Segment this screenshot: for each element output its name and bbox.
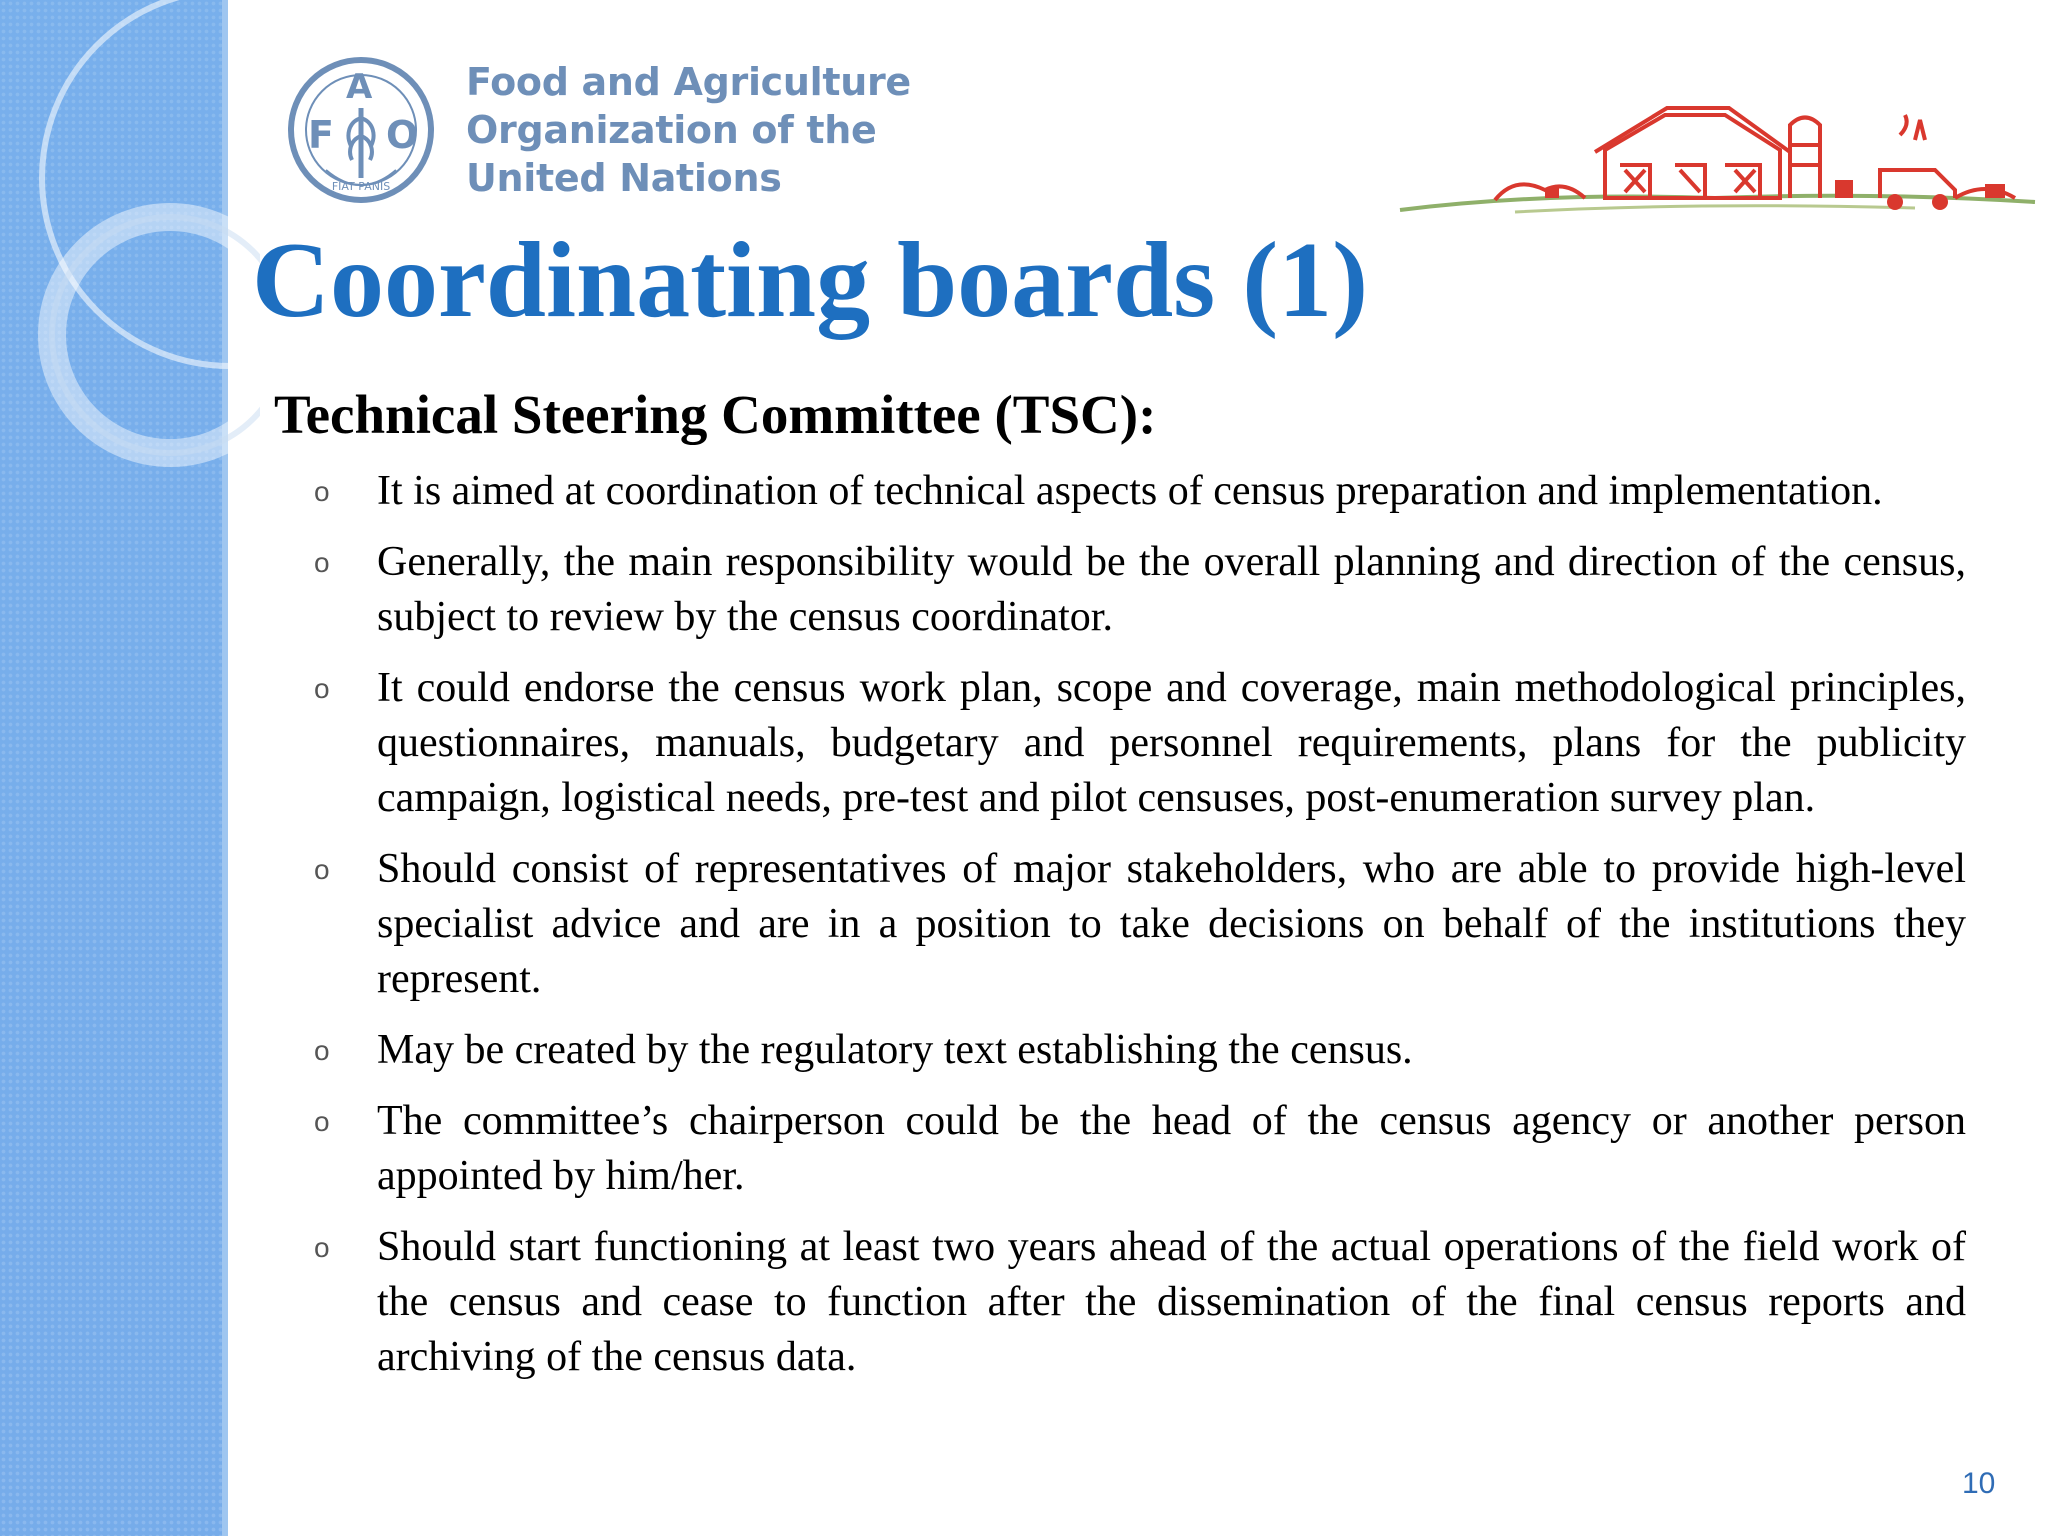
list-item [300,1023,1966,1078]
bullet-circle-icon: o [314,1035,330,1066]
bullet-text: It is aimed at coordination of technical aspects of census preparation and implementation. [377,468,1883,514]
bullet-text: The committee’s chairperson could be the head of the census agency or another person appointed by him/her. [377,1098,1966,1199]
bullet-text: Should consist of representatives of major stakeholders, who are able to provide high-level specialist advice and are in a position to take decisions on behalf of the institutions they represent. [377,846,1966,1002]
list-item [300,1094,1966,1204]
bullet-text: May be created by the regulatory text establishing the census. [377,1027,1413,1073]
bullet-circle-icon: o [314,673,330,704]
organization-name [466,58,911,202]
bullet-text: Should start functioning at least two years ahead of the actual operations of the field work of the census and cease to function after the dissemination of the final census reports and archiving of the census data. [377,1224,1966,1380]
list-item [300,535,1966,645]
svg-text:O: O [386,113,419,157]
svg-text:FIAT PANIS: FIAT PANIS [331,180,391,193]
list-item [300,1220,1966,1385]
list-item [300,842,1966,1007]
bullet-circle-icon: o [314,476,330,507]
section-subtitle: Technical Steering Committee (TSC): [274,384,1157,445]
decorative-rings [0,0,260,520]
bullet-circle-icon: o [314,854,330,885]
list-item [300,464,1966,519]
bullet-text: Generally, the main responsibility would be the overall planning and direction of the census, subject to review by the census coordinator. [377,539,1966,640]
bullet-list [300,464,1966,1401]
slide-title: Coordinating boards (1) [252,221,1369,340]
farm-sketch-illustration [1395,80,2040,230]
org-name-line: Food and Agriculture [466,60,911,104]
bullet-circle-icon: o [314,547,330,578]
bullet-circle-icon: o [314,1232,330,1263]
svg-text:F: F [308,113,334,157]
bullet-text: It could endorse the census work plan, scope and coverage, main methodological principles, questionnaires, manuals, budgetary and personnel requirements, plans for the publicity campaign, logistical needs, pre-test and pilot censuses, post-enumeration survey plan. [377,665,1966,821]
org-name-line: United Nations [466,156,782,200]
list-item [300,661,1966,826]
svg-text:A: A [346,67,373,107]
page-number: 10 [1962,1467,1996,1500]
fao-emblem-logo [286,50,436,210]
bullet-circle-icon: o [314,1106,330,1137]
org-name-line: Organization of the [466,108,877,152]
